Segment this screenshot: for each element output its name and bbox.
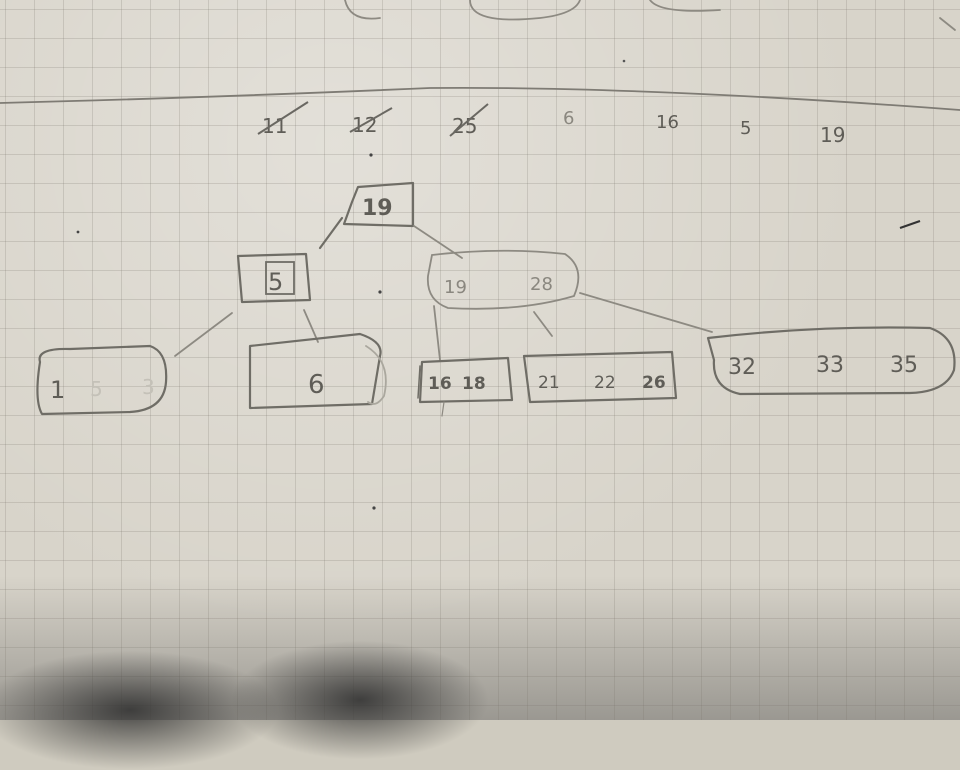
- leaf-key: 22: [594, 373, 616, 393]
- tree-node-root: [344, 183, 413, 226]
- node-key: 19: [444, 277, 467, 298]
- insertion-sequence: [258, 102, 845, 147]
- pencil-dot: [372, 506, 375, 509]
- partial-arc: [470, 0, 580, 20]
- tree-edge: [175, 313, 232, 356]
- node-key: 28: [530, 274, 553, 295]
- pencil-dot: [378, 290, 381, 293]
- leaf-key: 18: [462, 374, 486, 394]
- sequence-item: 19: [820, 123, 846, 147]
- pencil-dot: [623, 60, 626, 63]
- leaf-key: 33: [816, 353, 844, 378]
- leaf-key: 21: [538, 373, 560, 393]
- tree-node-internal-left: [238, 254, 310, 302]
- tree-edge: [434, 306, 440, 360]
- leaf-key: 35: [890, 353, 918, 378]
- tree-leaf: [524, 352, 676, 402]
- leaf-key-erased: 5: [90, 377, 103, 401]
- pencil-dot: [77, 231, 80, 234]
- partial-arc: [650, 0, 720, 11]
- tree-leaf: [708, 327, 955, 394]
- leaf-key: 26: [642, 373, 666, 393]
- sequence-item: 11: [262, 114, 288, 138]
- node-key: 19: [362, 196, 393, 221]
- tree-edge: [534, 312, 552, 336]
- stray-mark: [940, 18, 955, 30]
- leaf-key: 32: [728, 355, 756, 380]
- pencil-dot: [369, 153, 372, 156]
- tree-edge: [320, 218, 342, 248]
- tree-leaf: [37, 346, 166, 414]
- tree-edge: [580, 293, 712, 332]
- leaf-key: 16: [428, 374, 452, 394]
- sequence-item: 25: [452, 114, 478, 138]
- tree-leaf: [250, 334, 386, 408]
- tree-edge: [304, 310, 318, 342]
- leaf-key: 1: [50, 376, 66, 404]
- node-key: 5: [268, 268, 284, 296]
- sequence-item: 16: [656, 112, 679, 133]
- leaf-key: 6: [308, 370, 325, 400]
- leaf-key-erased: 3: [142, 375, 155, 399]
- pencil-dash: [900, 221, 920, 228]
- sequence-item: 12: [352, 113, 378, 137]
- divider-line: [0, 88, 960, 110]
- tree-leaf: [418, 358, 512, 416]
- tree-node-internal-right: [428, 251, 579, 309]
- sequence-item: 6: [563, 108, 575, 129]
- sequence-item: 5: [740, 118, 752, 139]
- partial-arc: [345, 0, 380, 19]
